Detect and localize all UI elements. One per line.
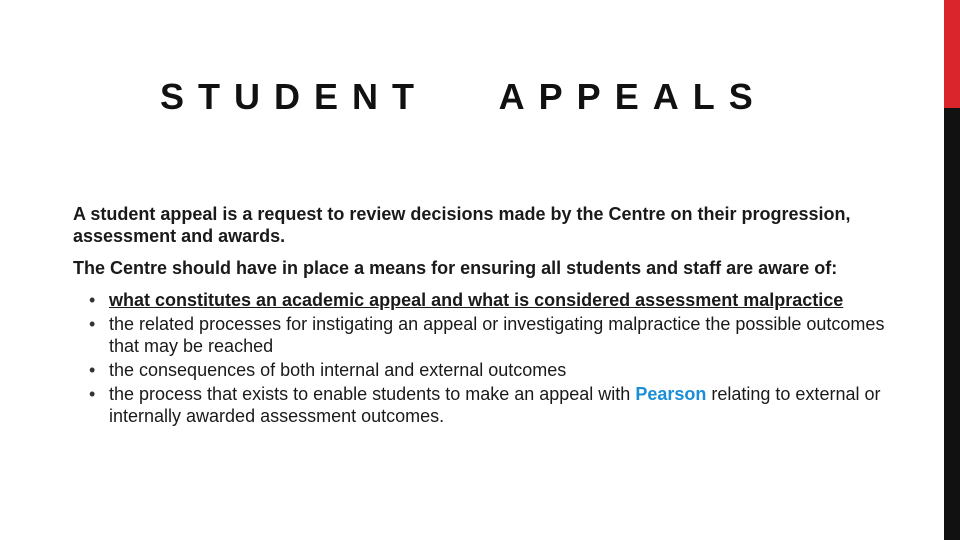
bullet-icon: • — [89, 384, 96, 404]
bullet-icon: • — [89, 360, 96, 380]
slide-title: STUDENT APPEALS — [160, 76, 767, 117]
accent-bar-red — [944, 0, 960, 108]
list-item — [73, 359, 903, 381]
paragraph-2: The Centre should have in place a means for ensuring all students and staff are aware of: — [73, 258, 838, 278]
slide-body — [73, 203, 903, 429]
bullet-text-1: what constitutes an academic appeal and what is considered assessment malpractice — [109, 290, 844, 310]
pearson-brand-text: Pearson — [635, 384, 707, 404]
bullet-text-4-after: relating to external or internally awarded assessment outcomes. — [109, 384, 881, 426]
accent-bar-black — [944, 108, 960, 540]
bullet-icon: • — [89, 314, 96, 334]
paragraph-1: A student appeal is a request to review decisions made by the Centre on their progression, assessment and awards. — [73, 204, 851, 246]
bullet-text-2: the related processes for instigating an appeal or investigating malpractice the possible outcomes that may be reached — [109, 314, 885, 356]
bullet-text-3: the consequences of both internal and external outcomes — [109, 360, 567, 380]
bullet-icon: • — [89, 290, 96, 310]
bullet-list — [73, 289, 903, 427]
bullet-text-4-before: the process that exists to enable students to make an appeal with — [109, 384, 636, 404]
list-item — [73, 289, 903, 311]
list-item — [73, 313, 903, 357]
list-item — [73, 383, 903, 427]
